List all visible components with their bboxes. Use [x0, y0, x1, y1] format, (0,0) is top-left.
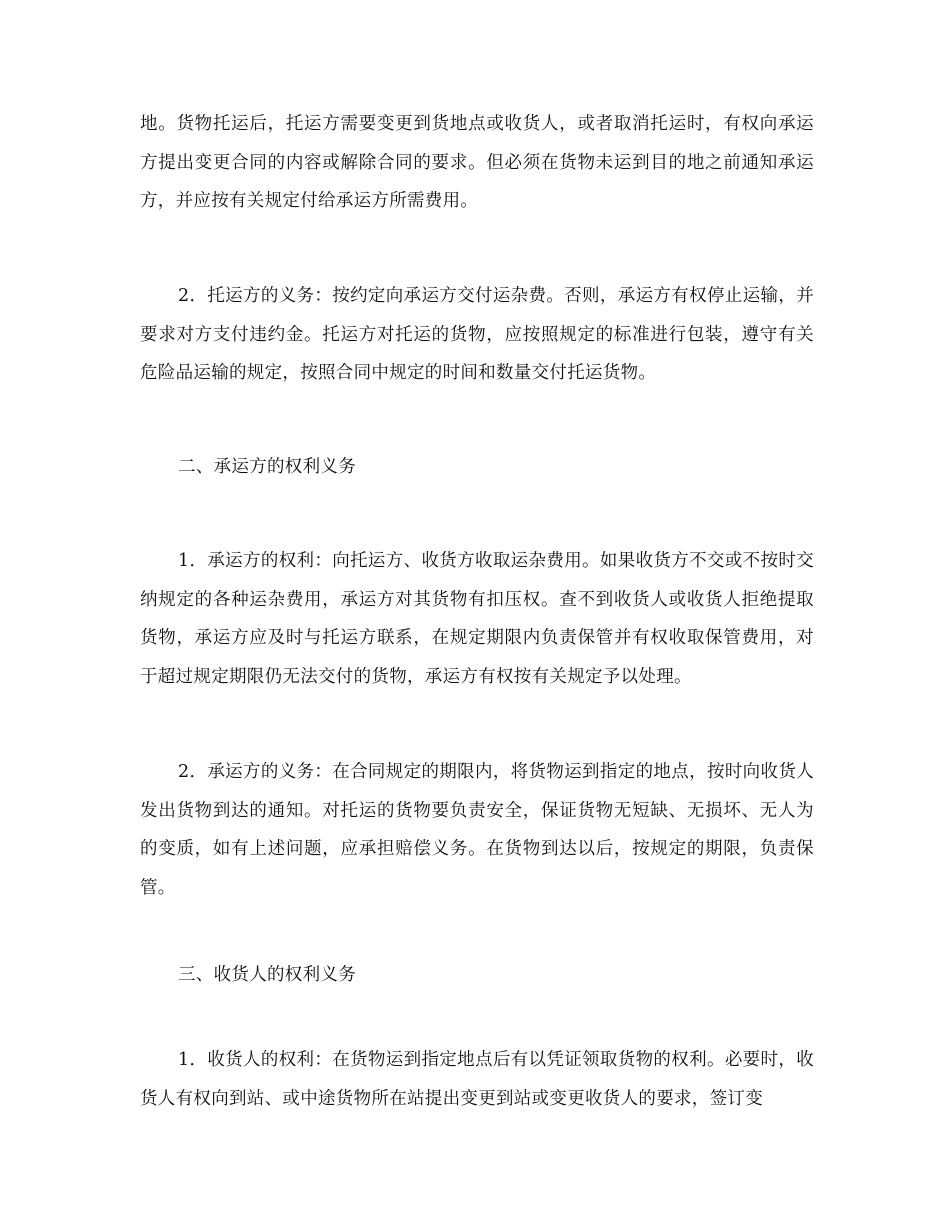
paragraph-consignment-change: 地。货物托运后，托运方需要变更到货地点或收货人，或者取消托运时，有权向承运方提出变更合同的内容或解除合同的要求。但必须在货物未运到目的地之前通知承运方，并应按有关规定付给承运方所需费用。: [140, 114, 814, 211]
section-heading-carrier: 二、承运方的权利义务: [178, 457, 356, 477]
paragraph-consignee-rights: 1．收货人的权利：在货物运到指定地点后有以凭证领取货物的权利。必要时，收货人有权向到站、或中途货物所在站提出变更到站或变更收货人的要求，签订变: [140, 1050, 814, 1109]
paragraph-carrier-duties: 2．承运方的义务：在合同规定的期限内，将货物运到指定的地点，按时向收货人发出货物到达的通知。对托运的货物要负责安全，保证货物无短缺、无损坏、无人为的变质，如有上述问题，应承担赔偿义务。在货物到达以后，按规定的期限，负责保管。: [140, 762, 814, 898]
paragraph-shipper-duties: 2．托运方的义务：按约定向承运方交付运杂费。否则，承运方有权停止运输，并要求对方支付违约金。托运方对托运的货物，应按照规定的标准进行包装，遵守有关危险品运输的规定，按照合同中规定的时间和数量交付托运货物。: [140, 286, 814, 383]
paragraph-carrier-rights: 1．承运方的权利：向托运方、收货方收取运杂费用。如果收货方不交或不按时交纳规定的各种运杂费用，承运方对其货物有扣压权。查不到收货人或收货人拒绝提取货物，承运方应及时与托运方联系，在规定期限内负责保管并有权收取保管费用，对于超过规定期限仍无法交付的货物，承运方有权按有关规定予以处理。: [140, 551, 814, 687]
section-heading-consignee: 三、收货人的权利义务: [178, 965, 356, 985]
